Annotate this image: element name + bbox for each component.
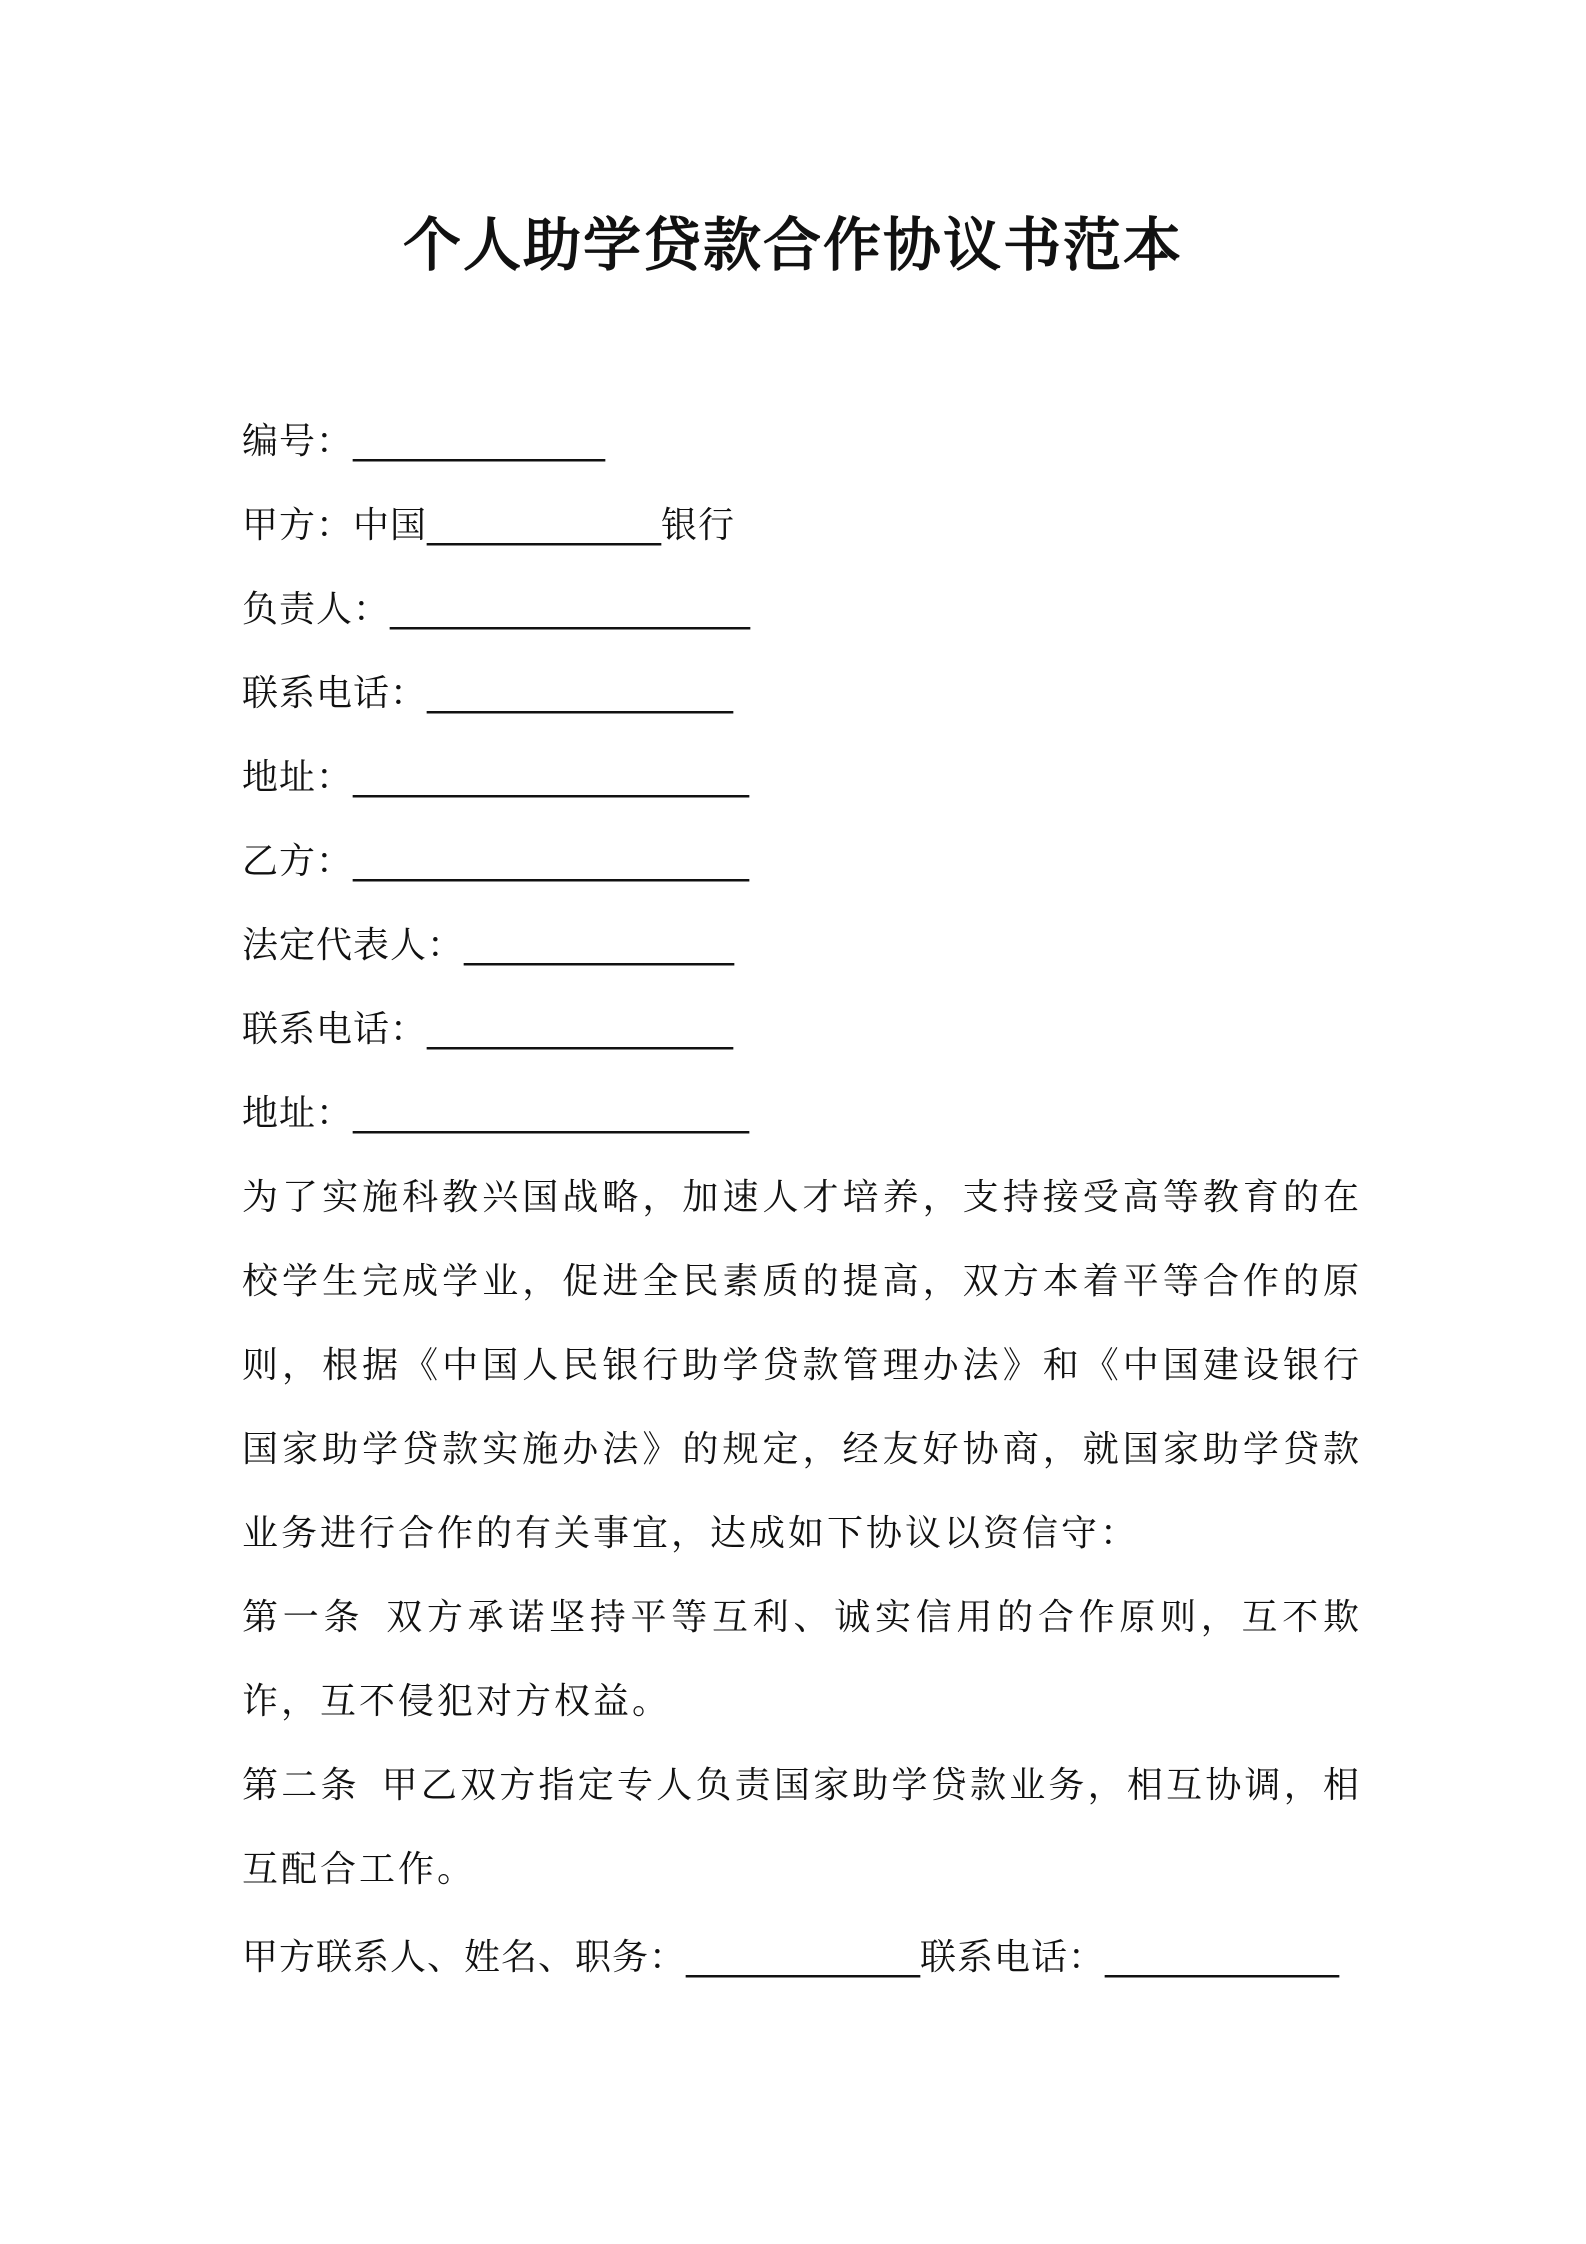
- contact-name-blank[interactable]: _____________: [686, 1937, 921, 1978]
- field-label: 联系电话：: [242, 1009, 428, 1050]
- field-party-b: [242, 820, 1362, 904]
- field-blank[interactable]: _________________: [427, 673, 734, 714]
- field-label: 法定代表人：: [242, 925, 465, 966]
- field-list: [242, 400, 1362, 1156]
- field-legal-representative: [242, 904, 1362, 988]
- field-blank[interactable]: ______________________: [353, 841, 750, 882]
- field-label: 编号：: [242, 421, 354, 462]
- field-party-b-address: [242, 1072, 1362, 1156]
- field-label: 负责人：: [242, 589, 391, 630]
- article-text: 甲乙双方指定专人负责国家助学贷款业务，相互协调，相互配合工作。: [242, 1765, 1362, 1890]
- field-blank[interactable]: ______________________: [353, 1093, 750, 1134]
- article-text: 双方承诺坚持平等互利、诚实信用的合作原则，互不欺诈，互不侵犯对方权益。: [242, 1597, 1362, 1722]
- contact-line: [242, 1916, 1362, 2000]
- field-party-a-phone: [242, 652, 1362, 736]
- field-suffix: 银行: [661, 505, 736, 546]
- field-blank[interactable]: _________________: [427, 1009, 734, 1050]
- document-title: 个人助学贷款合作协议书范本: [402, 211, 1183, 279]
- field-label: 甲方：中国: [242, 505, 428, 546]
- article-number: 第二条: [242, 1765, 360, 1806]
- field-label: 乙方：: [242, 841, 354, 882]
- field-label: 地址：: [242, 757, 354, 798]
- article-number: 第一条: [242, 1597, 365, 1638]
- field-party-a-address: [242, 736, 1362, 820]
- field-party-b-phone: [242, 988, 1362, 1072]
- field-blank[interactable]: _______________: [464, 925, 735, 966]
- field-person-in-charge: [242, 568, 1362, 652]
- field-blank[interactable]: _____________: [427, 505, 662, 546]
- article-1: [242, 1576, 1362, 1744]
- contact-phone-blank[interactable]: _____________: [1105, 1937, 1340, 1978]
- field-number: [242, 400, 1362, 484]
- contact-label: 甲方联系人、姓名、职务：: [242, 1937, 687, 1978]
- field-label: 联系电话：: [242, 673, 428, 714]
- contact-phone-label: 联系电话：: [920, 1937, 1106, 1978]
- document-body: [242, 400, 1362, 2000]
- article-2: [242, 1744, 1362, 1912]
- preamble-paragraph: 为了实施科教兴国战略，加速人才培养，支持接受高等教育的在校学生完成学业，促进全民素质的提高，双方本着平等合作的原则，根据《中国人民银行助学贷款管理办法》和《中国建设银行国家助学贷款实施办法》的规定，经友好协商，就国家助学贷款业务进行合作的有关事宜，达成如下协议以资信守：: [242, 1177, 1362, 1554]
- field-blank[interactable]: ______________: [353, 421, 606, 462]
- field-party-a: [242, 484, 1362, 568]
- field-blank[interactable]: ______________________: [353, 757, 750, 798]
- field-label: 地址：: [242, 1093, 354, 1134]
- field-blank[interactable]: ____________________: [390, 589, 751, 630]
